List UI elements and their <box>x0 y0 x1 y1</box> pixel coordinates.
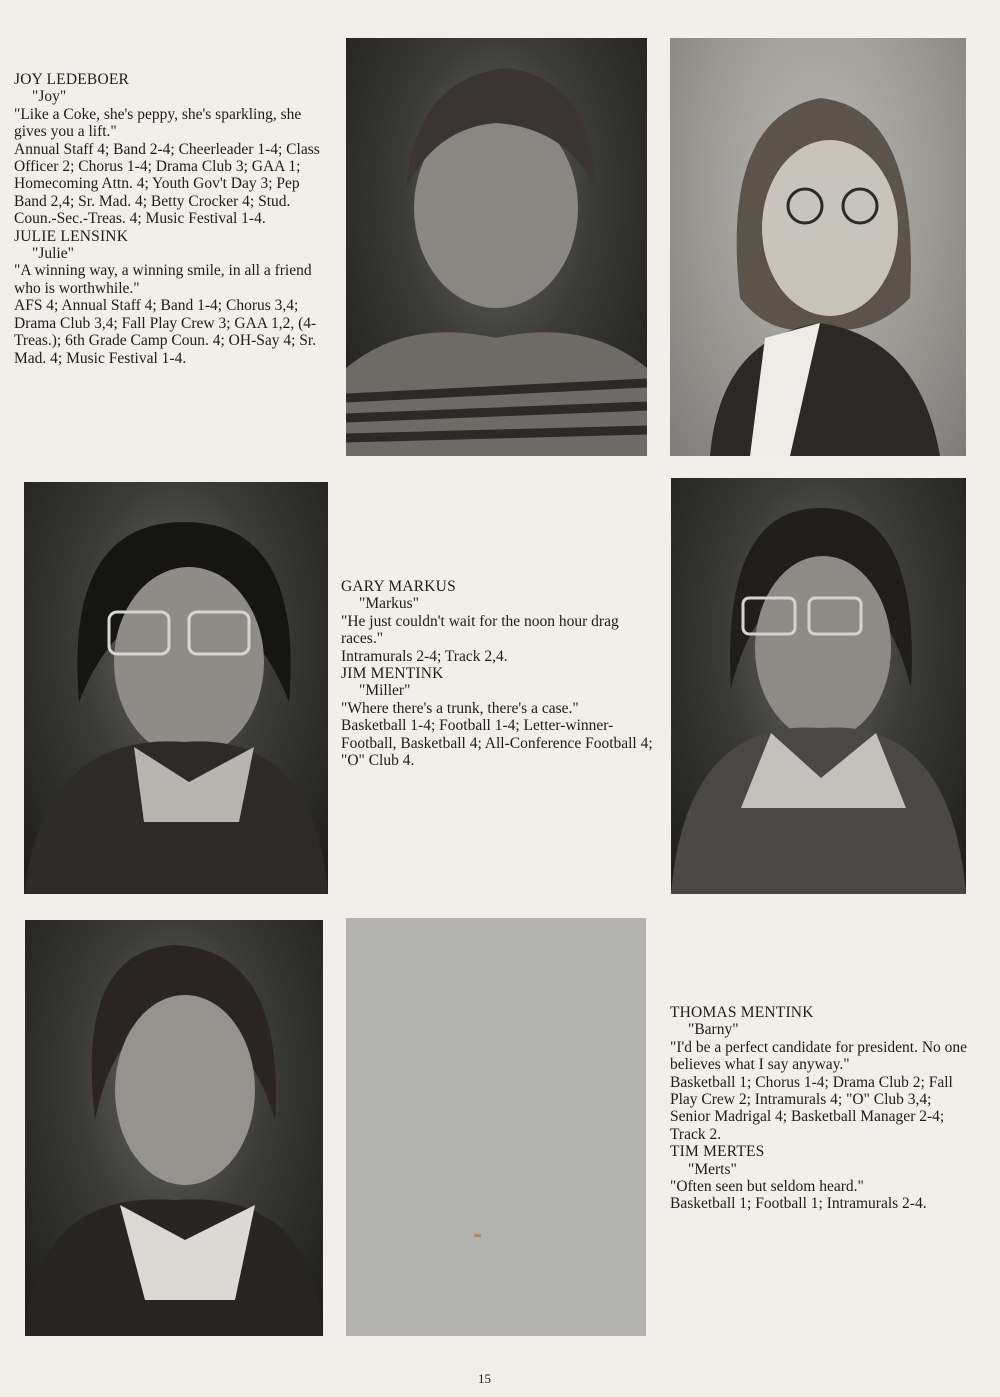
portrait-photo-joy-ledeboer <box>346 38 647 456</box>
student-quote: "A winning way, a winning smile, in all a friend who is worthwhile." <box>14 262 312 297</box>
student-quote: "Like a Coke, she's peppy, she's sparkling, she gives you a lift." <box>14 105 302 141</box>
student-quote: "I'd be a perfect candidate for president. No one believes what I say anyway." <box>670 1038 968 1074</box>
student-name: JULIE LENSINK <box>14 227 129 245</box>
student-name: TIM MERTES <box>670 1143 765 1161</box>
student-activities: Basketball 1; Chorus 1-4; Drama Club 2; Fall Play Crew 2; Intramurals 4; "O" Club 3,4; Senior Madrigal 4; Basketball Manager 2-4; Track 2. <box>670 1073 953 1143</box>
student-quote: "Where there's a trunk, there's a case." <box>341 699 579 717</box>
portrait-photo-thomas-mentink <box>25 920 323 1336</box>
student-quote: "He just couldn't wait for the noon hour drag races." <box>341 612 619 648</box>
student-nickname: "Barny" <box>688 1021 739 1039</box>
student-nickname: "Julie" <box>32 245 74 263</box>
student-name: JOY LEDEBOER <box>14 71 130 88</box>
student-nickname: "Joy" <box>32 88 67 106</box>
student-nickname: "Miller" <box>359 682 411 700</box>
student-name: GARY MARKUS <box>341 578 456 595</box>
student-activities: Basketball 1-4; Football 1-4; Letter-winner-Football, Basketball 4; All-Conference Football 4; "O" Club 4. <box>341 717 653 770</box>
portrait-photo-julie-lensink <box>670 38 966 456</box>
portrait-photo-gary-markus <box>24 482 328 894</box>
blank-photo-placeholder <box>346 918 646 1336</box>
paper-speck <box>474 1234 481 1237</box>
bio-block-ledeboer-lensink <box>14 71 334 367</box>
page-number: 15 <box>478 1371 491 1386</box>
student-nickname: "Merts" <box>688 1160 737 1178</box>
student-name: JIM MENTINK <box>341 665 444 683</box>
portrait-photo-jim-mentink <box>671 478 966 894</box>
student-name: THOMAS MENTINK <box>670 1004 814 1021</box>
student-activities: Basketball 1; Football 1; Intramurals 2-4. <box>670 1195 927 1213</box>
student-activities: AFS 4; Annual Staff 4; Band 1-4; Chorus 3,4; Drama Club 3,4; Fall Play Crew 3; GAA 1,2, (4-Treas.); 6th Grade Camp Coun. 4; OH-Say 4; Sr. Mad. 4; Music Festival 1-4. <box>14 297 317 367</box>
student-activities: Annual Staff 4; Band 2-4; Cheerleader 1-4; Class Officer 2; Chorus 1-4; Drama Club 3; GAA 1; Homecoming Attn. 4; Youth Gov't Day 3; Pep Band 2,4; Sr. Mad. 4; Betty Crocker 4; Stud. Coun.-Sec.-Treas. 4; Music Festival 1-4. <box>14 140 320 228</box>
bio-block-markus-mentink <box>341 578 663 769</box>
student-nickname: "Markus" <box>359 595 420 613</box>
student-quote: "Often seen but seldom heard." <box>670 1178 864 1196</box>
student-activities: Intramurals 2-4; Track 2,4. <box>341 647 508 665</box>
bio-block-mentink-mertes <box>670 1004 975 1213</box>
